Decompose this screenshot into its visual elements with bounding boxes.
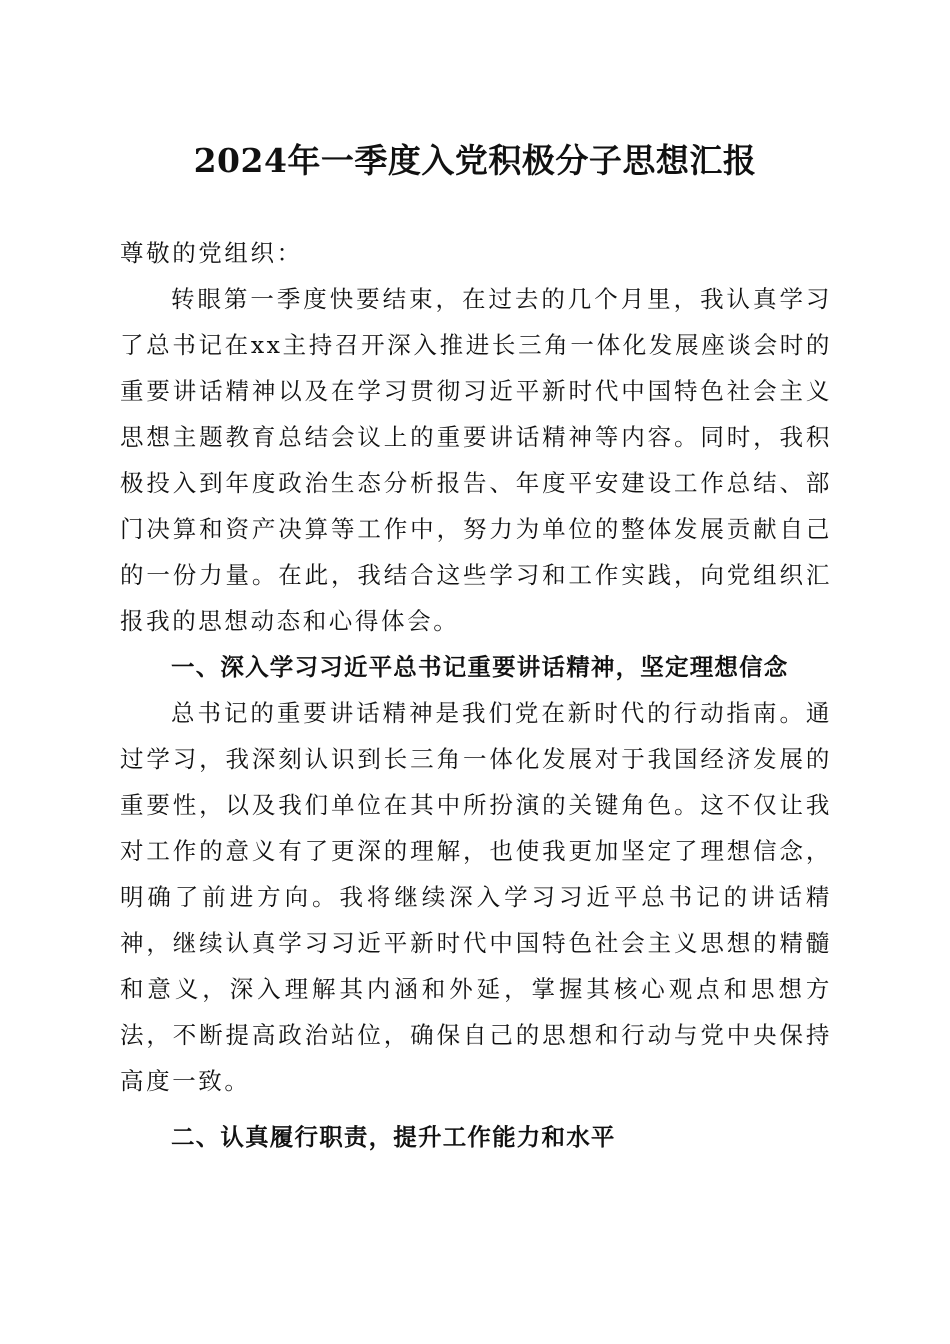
salutation: 尊敬的党组织：: [120, 239, 303, 267]
document-title: 2024年一季度入党积极分子思想汇报: [193, 141, 757, 180]
section-body-1: 总书记的重要讲话精神是我们党在新时代的行动指南。通过学习，我深刻认识到长三角一体化发展对于我国经济发展的重要性，以及我们单位在其中所扮演的关键角色。这不仅让我对工作的意义有了更深的理解，也使我更加坚定了理想信念，明确了前进方向。我将继续深入学习习近平总书记的讲话精神，继续认真学习习近平新时代中国特色社会主义思想的精髓和意义，深入理解其内涵和外延，掌握其核心观点和思想方法，不断提高政治站位，确保自己的思想和行动与党中央保持高度一致。: [120, 699, 832, 1095]
document-body: [120, 230, 832, 1160]
section-heading-1: 一、深入学习习近平总书记重要讲话精神，坚定理想信念: [171, 653, 789, 681]
intro-paragraph: 转眼第一季度快要结束，在过去的几个月里，我认真学习了总书记在xx主持召开深入推进长三角一体化发展座谈会时的重要讲话精神以及在学习贯彻习近平新时代中国特色社会主义思想主题教育总结会议上的重要讲话精神等内容。同时，我积极投入到年度政治生态分析报告、年度平安建设工作总结、部门决算和资产决算等工作中，努力为单位的整体发展贡献自己的一份力量。在此，我结合这些学习和工作实践，向党组织汇报我的思想动态和心得体会。: [120, 285, 832, 635]
section-heading-2: 二、认真履行职责，提升工作能力和水平: [171, 1123, 616, 1151]
